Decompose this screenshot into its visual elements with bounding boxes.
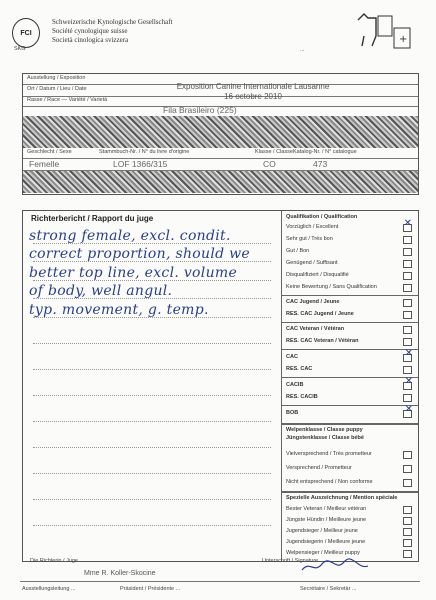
rule-line xyxy=(33,343,271,344)
logo-sub: SKG xyxy=(14,46,26,52)
rule-line xyxy=(33,525,271,526)
checkbox[interactable] xyxy=(403,284,412,292)
qual-item: Sehr gut / Très bon xyxy=(286,236,333,242)
divider xyxy=(282,295,418,296)
checkbox[interactable] xyxy=(403,248,412,256)
checkbox[interactable] xyxy=(403,311,412,319)
checkbox[interactable] xyxy=(403,394,412,402)
info-box xyxy=(22,73,419,195)
cac-item: BOB xyxy=(286,410,299,416)
rule-line xyxy=(33,298,271,299)
cac-item: CAC xyxy=(286,354,298,360)
checkbox[interactable] xyxy=(403,550,412,558)
checkbox[interactable] xyxy=(403,528,412,536)
cac-item: RES. CAC xyxy=(286,366,313,372)
rule-line xyxy=(33,369,271,370)
divider xyxy=(282,377,418,378)
svg-text:+: + xyxy=(399,34,408,45)
checkbox[interactable] xyxy=(403,465,412,473)
puppy-item: Vielversprechend / Très prometteur xyxy=(286,451,372,457)
ref-small: ... xyxy=(300,47,305,53)
checkbox[interactable] xyxy=(403,236,412,244)
stammbuch-label: Stammbuch-Nr. / N° du livre d'origine xyxy=(99,149,190,155)
qual-item: Vorzüglich / Excellent xyxy=(286,224,339,230)
report-line-3: better top line, excl. volume xyxy=(29,265,238,281)
cac-item: CAC Jugend / Jeune xyxy=(286,299,340,305)
special-item: Jugendsieger / Meilleur jeune xyxy=(286,528,358,534)
checkbox[interactable] xyxy=(403,479,412,487)
fci-logo xyxy=(12,18,40,48)
rule-line xyxy=(33,421,271,422)
cac-item: CACIB xyxy=(286,382,304,388)
katalog-label: Katalog-Nr. / N° catalogue xyxy=(293,149,357,155)
judge-label: Die Richterin / Juge xyxy=(30,558,78,564)
main-box xyxy=(22,210,419,562)
class-value: CO xyxy=(263,159,276,169)
rule-line xyxy=(33,317,271,318)
rule-line xyxy=(33,280,271,281)
checkbox[interactable] xyxy=(403,539,412,547)
cac-item: CAC Veteran / Vétéran xyxy=(286,326,345,332)
exposition-name: Exposition Canine Internationale Lausanne xyxy=(176,82,330,91)
signature-scribble xyxy=(300,556,370,576)
checkbox[interactable] xyxy=(403,517,412,525)
puppy-item: Versprechend / Prometteur xyxy=(286,465,352,471)
checkbox[interactable] xyxy=(403,326,412,334)
catalog-value: 473 xyxy=(313,159,328,169)
report-title: Richterbericht / Rapport du juge xyxy=(31,214,154,223)
special-item: Welpensieger / Meilleur puppy xyxy=(286,550,360,556)
rule-line xyxy=(33,395,271,396)
qualification-title: Qualifikation / Qualification xyxy=(286,214,358,220)
org-name-it: Società cinologica svizzera xyxy=(52,36,129,44)
checkbox[interactable] xyxy=(403,366,412,374)
lof-value: LOF 1366/315 xyxy=(113,159,168,169)
qual-item: Keine Bewertung / Sans Qualification xyxy=(286,284,377,290)
hatched-band-bottom xyxy=(23,171,418,193)
cac-item: RES. CACIB xyxy=(286,394,318,400)
rule-line xyxy=(33,499,271,500)
rule-line xyxy=(33,243,271,244)
cac-item: RES. CAC Veteran / Vétéran xyxy=(286,338,359,344)
puppy-subtitle: Jüngstenklasse / Classe bébé xyxy=(286,435,364,441)
check-x-icon: ✕ xyxy=(403,218,412,229)
dog-logo-icon xyxy=(354,6,416,52)
checkbox[interactable] xyxy=(403,299,412,307)
rasse-label: Rasse / Race — Variété / Varietà xyxy=(27,97,108,103)
check-x-icon: ✕ xyxy=(404,404,413,415)
hatched-band xyxy=(23,116,418,148)
checkbox[interactable] xyxy=(403,272,412,280)
ausstellung-label: Ausstellung / Exposition xyxy=(27,75,86,81)
divider xyxy=(282,322,418,323)
footer-rule xyxy=(20,581,420,582)
check-x-icon: ✕ xyxy=(404,348,413,359)
report-line-5: typ. movement, g. temp. xyxy=(29,302,209,318)
divider xyxy=(282,405,418,406)
rule-line xyxy=(33,473,271,474)
checkbox[interactable] xyxy=(403,260,412,268)
special-item: Jüngste Hündin / Meilleure jeune xyxy=(286,517,367,523)
divider xyxy=(282,423,418,425)
breed-value: Fila Brasileiro (225) xyxy=(163,105,237,115)
report-line-4: of body, well angul. xyxy=(29,283,173,299)
ort-label: Ort / Datum / Lieu / Date xyxy=(27,86,87,92)
special-item: Bester Veteran / Meilleur vétéran xyxy=(286,506,367,512)
signature-label: Unterschrift / Signature xyxy=(262,558,319,564)
report-line-1: strong female, excl. condit. xyxy=(29,228,231,244)
puppy-title: Welpenklasse / Classe puppy xyxy=(286,427,363,433)
judge-name: Mme R. Koller-Skocine xyxy=(84,570,156,577)
qual-item: Gut / Bon xyxy=(286,248,310,254)
report-column xyxy=(23,211,282,561)
divider xyxy=(282,349,418,350)
special-item: Jugendsiegerin / Meilleure jeune xyxy=(286,539,366,545)
qualification-column xyxy=(282,211,418,561)
geschlecht-label: Geschlecht / Sexe xyxy=(27,149,72,155)
rule-line xyxy=(33,447,271,448)
cac-item: RES. CAC Jugend / Jeune xyxy=(286,311,354,317)
org-name-de: Schweizerische Kynologische Gesellschaft xyxy=(52,18,173,26)
checkbox[interactable] xyxy=(403,338,412,346)
logo-text: FCI xyxy=(20,29,32,37)
rule-line xyxy=(33,261,271,262)
org-name-fr: Société cynologique suisse xyxy=(52,27,128,35)
special-title: Spezielle Auszeichnung / Mention spéciale xyxy=(286,495,398,501)
puppy-item: Nicht entsprechend / Non conforme xyxy=(286,479,373,485)
row-values xyxy=(23,158,418,171)
report-line-2: correct proportion, should we xyxy=(29,246,250,262)
footer-col-1: Ausstellungsleitung ... xyxy=(22,586,76,592)
footer-col-2: Präsident / Présidente ... xyxy=(120,586,181,592)
footer-col-3: Secrétaire / Sekretär ... xyxy=(300,586,357,592)
checkbox[interactable] xyxy=(403,506,412,514)
checkbox[interactable] xyxy=(403,451,412,459)
check-x-icon: ✕ xyxy=(404,376,413,387)
org-names xyxy=(52,18,173,45)
qual-item: Genügend / Suffisant xyxy=(286,260,338,266)
divider xyxy=(282,491,418,493)
klasse-label: Klasse / Classe xyxy=(255,149,293,155)
qual-item: Disqualifiziert / Disqualifié xyxy=(286,272,349,278)
sex-value: Femelle xyxy=(29,159,60,169)
exposition-date: 16 octobre 2010 xyxy=(224,92,282,101)
